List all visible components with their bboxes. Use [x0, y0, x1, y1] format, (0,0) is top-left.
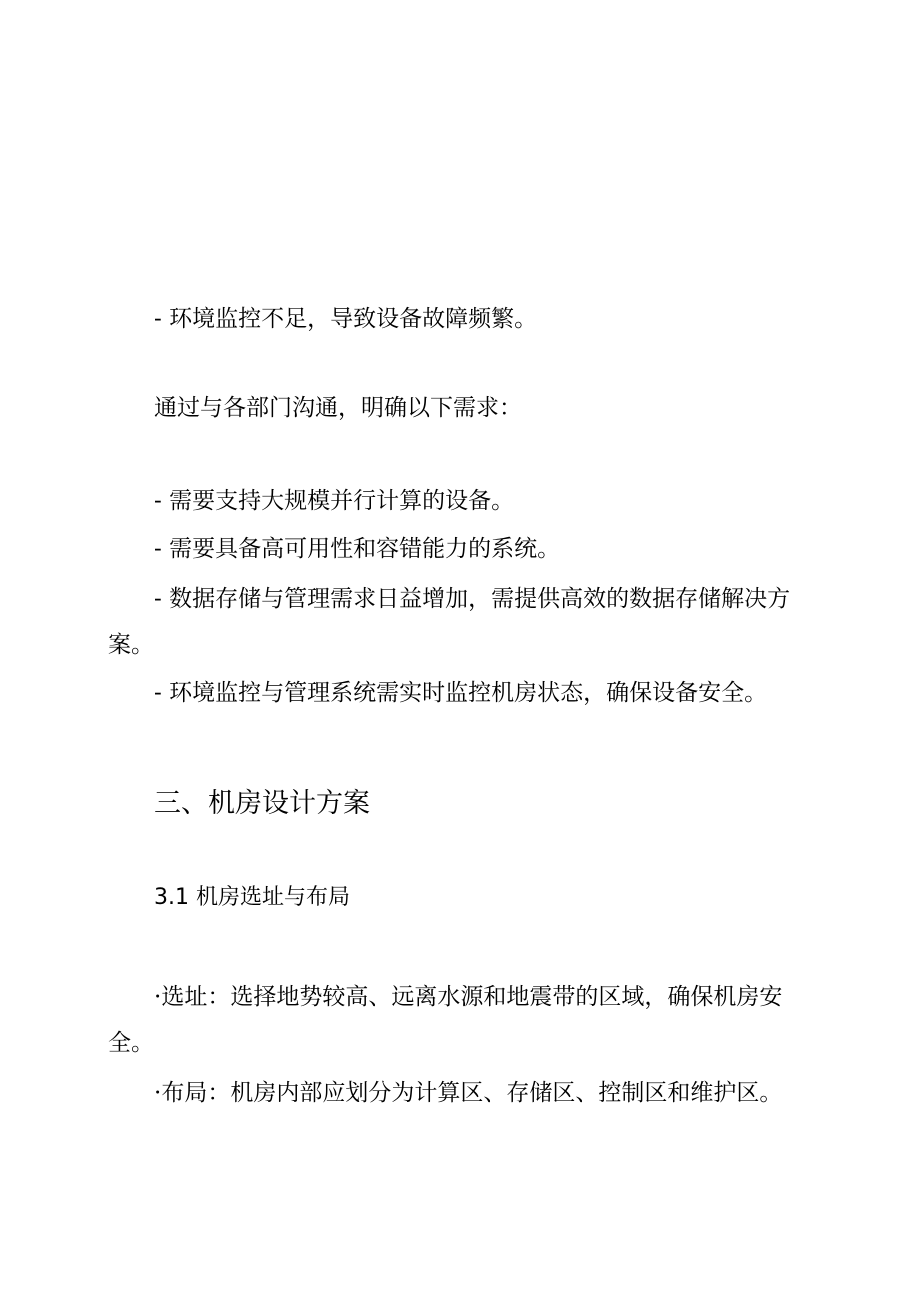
- paragraph-requirements-intro: 通过与各部门沟通，明确以下需求：: [154, 395, 522, 421]
- bullet-separator: ：: [207, 984, 231, 1010]
- list-item: - 需要支持大规模并行计算的设备。: [154, 488, 515, 514]
- paragraph-environment-monitoring: - 环境监控不足，导致设备故障频繁。: [154, 306, 538, 332]
- section-heading: 三、机房设计方案: [154, 788, 370, 819]
- subsection-heading: 3.1 机房选址与布局: [154, 885, 350, 910]
- bullet-separator: ：: [207, 1080, 231, 1106]
- list-item: - 需要具备高可用性和容错能力的系统。: [154, 536, 561, 562]
- bullet-text: 选择地势较高、远离水源和地震带的区域，确保机房安全。: [108, 984, 783, 1056]
- bullet-label: 选址: [161, 984, 208, 1010]
- bullet-text: 机房内部应划分为计算区、存储区、控制区和维护区。: [230, 1080, 783, 1106]
- bullet-label: 布局: [161, 1080, 208, 1106]
- list-item: - 数据存储与管理需求日益增加，需提供高效的数据存储解决方案。: [108, 586, 791, 658]
- bullet-point-site-selection: [108, 974, 808, 1066]
- bullet-dot: ·: [154, 1080, 162, 1106]
- bullet-dot: ·: [154, 984, 162, 1010]
- list-item: - 环境监控与管理系统需实时监控机房状态，确保设备安全。: [154, 680, 768, 706]
- bullet-point-layout: [108, 1070, 808, 1116]
